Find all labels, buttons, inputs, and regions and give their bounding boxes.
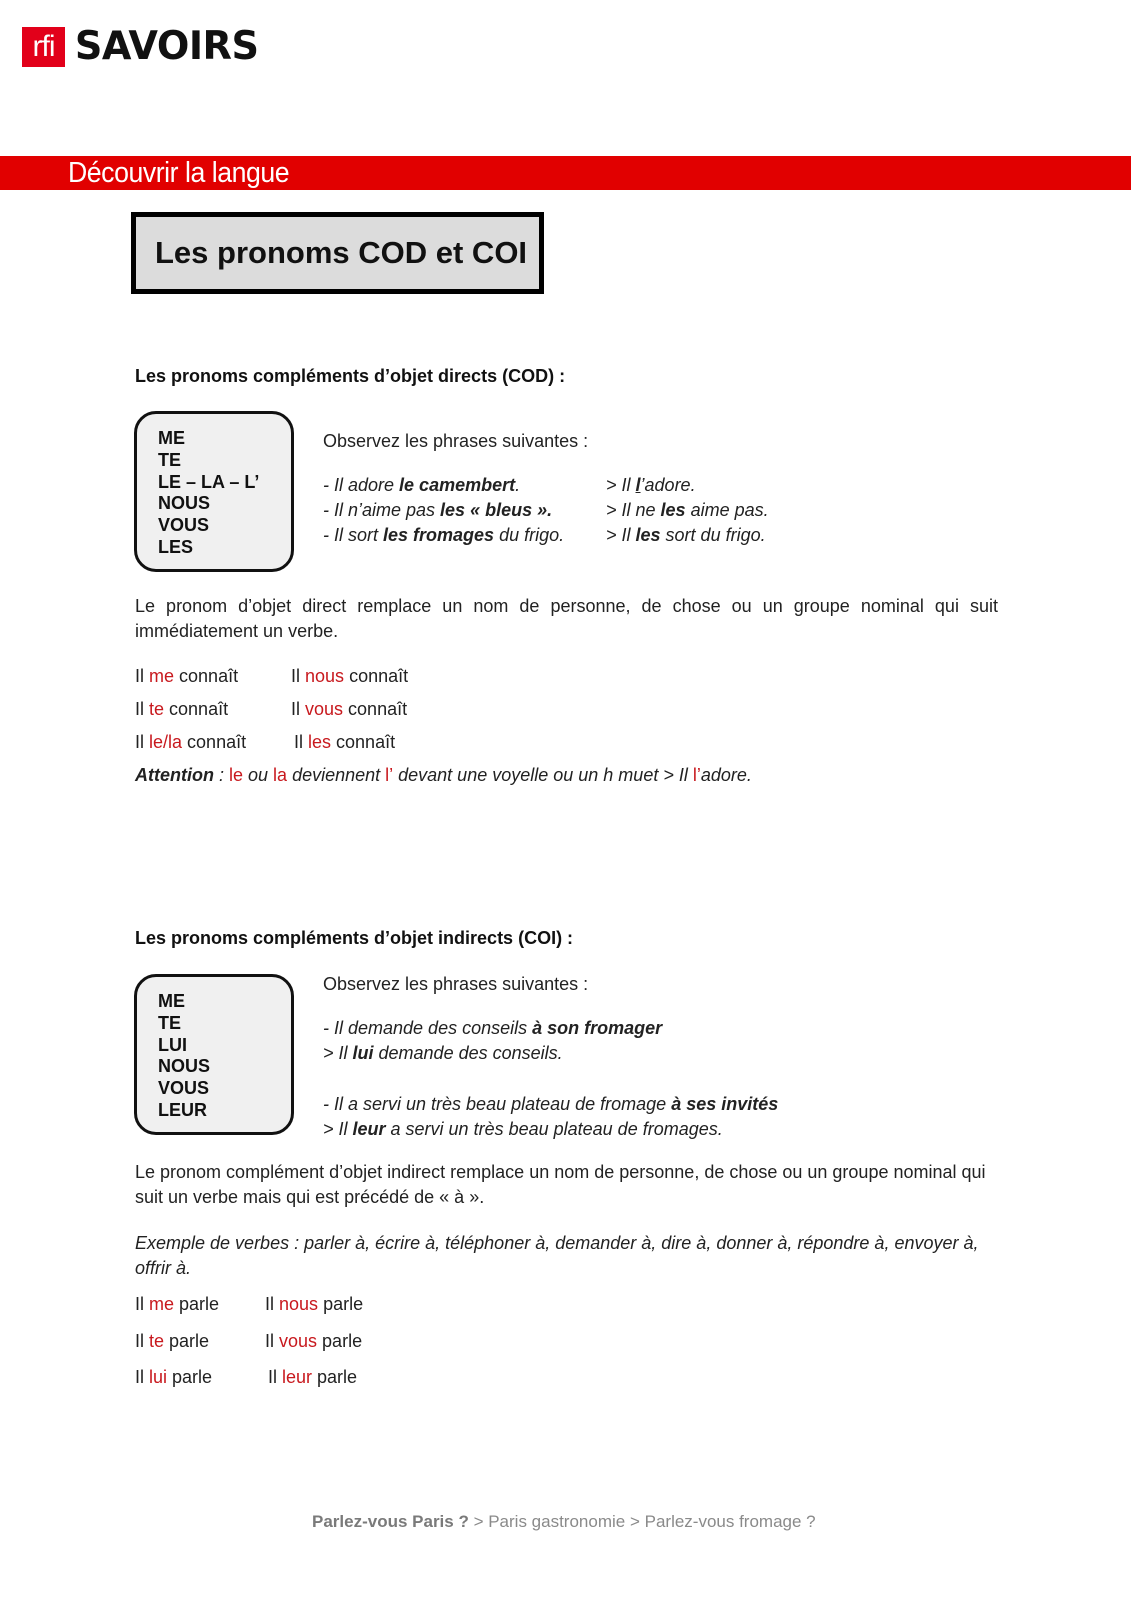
- example-bold: les fromages: [383, 525, 495, 545]
- subject: Il: [135, 1331, 150, 1351]
- cod-heading: Les pronoms compléments d’objet directs (COD) :: [135, 366, 566, 386]
- cod-observe-label: Observez les phrases suivantes :: [323, 431, 589, 451]
- subject: Il: [135, 666, 150, 686]
- cod-pronoun: ME: [158, 428, 185, 448]
- subject: Il: [294, 732, 309, 752]
- cod-pronoun: TE: [158, 449, 182, 470]
- coi-pronoun: ME: [158, 991, 185, 1011]
- verb: connaît: [343, 699, 408, 719]
- pronoun-highlight: me: [149, 666, 175, 686]
- pronoun-highlight: te: [149, 1331, 165, 1351]
- pronoun-highlight: nous: [279, 1294, 319, 1314]
- example-text: > Il: [606, 475, 636, 495]
- example-bold: leur: [352, 1119, 386, 1139]
- cod-example-sentence: [323, 475, 520, 496]
- coi-example-rewrite: [323, 1119, 723, 1140]
- rfi-logo-mark: rfi: [22, 27, 65, 67]
- pronoun-highlight: vous: [279, 1331, 318, 1351]
- pronoun-highlight: les: [308, 732, 332, 752]
- note-text: adore.: [700, 765, 752, 785]
- cod-pronoun: NOUS: [158, 493, 211, 514]
- coi-pronoun: LUI: [158, 1034, 187, 1055]
- cod-conjugation-item: [135, 666, 238, 687]
- coi-pronoun: TE: [158, 1012, 182, 1033]
- coi-heading: Les pronoms compléments d’objet indirects (COI) :: [135, 928, 574, 948]
- breadcrumb-episode: Parlez-vous fromage ?: [644, 1512, 816, 1531]
- pronoun-highlight: le: [229, 765, 244, 785]
- pronoun-highlight: la: [273, 765, 288, 785]
- cod-example-rewrite: [606, 500, 769, 521]
- banner-title: Découvrir la langue: [68, 157, 290, 189]
- example-bold: les: [635, 525, 661, 545]
- subject: Il: [135, 1294, 150, 1314]
- coi-pronoun: VOUS: [158, 1078, 210, 1099]
- example-bold: les: [660, 500, 686, 520]
- cod-example-sentence: [323, 500, 552, 521]
- cod-pronoun-box: [134, 411, 294, 572]
- verb: connaît: [174, 666, 239, 686]
- page-title: Les pronoms COD et COI: [155, 235, 528, 270]
- cod-pronoun: LE – LA – L’: [158, 471, 260, 492]
- cod-conjugation-item: [135, 699, 228, 720]
- example-text: > Il: [323, 1043, 353, 1063]
- breadcrumb-theme: Paris gastronomie: [488, 1512, 626, 1531]
- attention-label: Attention: [135, 765, 214, 785]
- cod-pronoun: VOUS: [158, 515, 210, 536]
- cod-conjugation-item: [291, 699, 407, 720]
- footer-breadcrumb: [312, 1512, 816, 1532]
- pronoun-highlight: l’: [692, 765, 701, 785]
- coi-conjugation-item: [135, 1367, 212, 1388]
- example-text: > Il: [606, 525, 636, 545]
- coi-pronoun: NOUS: [158, 1056, 211, 1077]
- cod-example-rewrite: [606, 475, 696, 496]
- subject: Il: [268, 1367, 283, 1387]
- coi-example-sentence: [323, 1094, 778, 1115]
- cod-pronoun: LES: [158, 536, 194, 557]
- verb: parle: [318, 1294, 364, 1314]
- example-bold: le camembert: [399, 475, 516, 495]
- coi-observe-label: Observez les phrases suivantes :: [323, 974, 589, 994]
- example-text: - Il demande des conseils: [323, 1018, 533, 1038]
- coi-conjugation-item: [265, 1331, 362, 1352]
- pronoun-highlight: nous: [305, 666, 345, 686]
- subject: Il: [265, 1294, 280, 1314]
- example-text: - Il sort: [323, 525, 384, 545]
- coi-pronoun: LEUR: [158, 1099, 207, 1120]
- example-text: - Il n’aime pas: [323, 500, 441, 520]
- example-text: .: [515, 475, 521, 495]
- subject: Il: [291, 666, 306, 686]
- savoirs-wordmark: SAVOIRS: [74, 24, 259, 69]
- pronoun-highlight: te: [149, 699, 165, 719]
- breadcrumb-separator: >: [468, 1512, 489, 1531]
- coi-example-sentence: [323, 1018, 662, 1039]
- coi-pronoun-box: [134, 974, 294, 1135]
- subject: Il: [135, 699, 150, 719]
- subject: Il: [135, 732, 150, 752]
- pronoun-highlight: vous: [305, 699, 344, 719]
- pronoun-highlight: me: [149, 1294, 175, 1314]
- note-text: deviennent: [287, 765, 386, 785]
- example-bold: à ses invités: [671, 1094, 779, 1114]
- verb: connaît: [164, 699, 229, 719]
- cod-definition: Le pronom d’objet direct remplace un nom de personne, de chose ou un groupe nominal qui suit immédiatement un verbe.: [135, 596, 998, 641]
- coi-conjugation-item: [265, 1294, 363, 1315]
- pronoun-highlight: le/la: [149, 732, 183, 752]
- coi-conjugation-item: [135, 1331, 209, 1352]
- pronoun-highlight: l’: [385, 765, 394, 785]
- example-text: du frigo.: [494, 525, 565, 545]
- note-text: :: [213, 765, 229, 785]
- verb: parle: [317, 1331, 363, 1351]
- cod-conjugation-item: [291, 666, 408, 687]
- example-text: > Il: [323, 1119, 353, 1139]
- verb: connaît: [182, 732, 247, 752]
- example-bold: à son fromager: [532, 1018, 663, 1038]
- example-text: sort du frigo.: [660, 525, 766, 545]
- example-text: demande des conseils.: [373, 1043, 563, 1063]
- section-banner: [0, 156, 1131, 190]
- page-title-box: [131, 212, 544, 294]
- verb: parle: [167, 1367, 213, 1387]
- example-text: ’adore.: [640, 475, 696, 495]
- cod-example-rewrite: [606, 525, 766, 546]
- coi-verbs-example: Exemple de verbes : parler à, écrire à, téléphoner à, demander à, dire à, donner à, répondre à, envoyer à, offrir à.: [135, 1233, 979, 1278]
- verb: parle: [174, 1294, 220, 1314]
- verb: connaît: [344, 666, 409, 686]
- coi-conjugation-item: [268, 1367, 357, 1388]
- verb: connaît: [331, 732, 396, 752]
- cod-attention-note: [135, 765, 752, 786]
- pronoun-highlight: leur: [282, 1367, 313, 1387]
- verb: parle: [164, 1331, 210, 1351]
- verb: parle: [312, 1367, 358, 1387]
- example-text: aime pas.: [685, 500, 769, 520]
- cod-conjugation-item: [135, 732, 246, 753]
- subject: Il: [265, 1331, 280, 1351]
- cod-conjugation-item: [294, 732, 395, 753]
- coi-example-rewrite: [323, 1043, 563, 1064]
- cod-example-sentence: [323, 525, 564, 546]
- example-text: - Il adore: [323, 475, 400, 495]
- subject: Il: [135, 1367, 150, 1387]
- coi-definition: Le pronom complément d’objet indirect remplace un nom de personne, de chose ou un groupe nominal qui suit un verbe mais qui est précédé de « à ».: [135, 1162, 986, 1207]
- subject: Il: [291, 699, 306, 719]
- rfi-savoirs-logo: [22, 24, 260, 69]
- example-text: a servi un très beau plateau de fromages.: [385, 1119, 723, 1139]
- note-text: ou: [243, 765, 274, 785]
- coi-conjugation-item: [135, 1294, 219, 1315]
- breadcrumb-series: Parlez-vous Paris ?: [312, 1512, 469, 1531]
- example-bold: les « bleus ».: [440, 500, 553, 520]
- example-bold: lui: [352, 1043, 374, 1063]
- breadcrumb-separator: >: [625, 1512, 645, 1531]
- example-bold: l: [635, 475, 641, 495]
- note-text: devant une voyelle ou un h muet > Il: [393, 765, 693, 785]
- pronoun-highlight: lui: [149, 1367, 168, 1387]
- example-text: - Il a servi un très beau plateau de fromage: [323, 1094, 672, 1114]
- example-text: > Il ne: [606, 500, 661, 520]
